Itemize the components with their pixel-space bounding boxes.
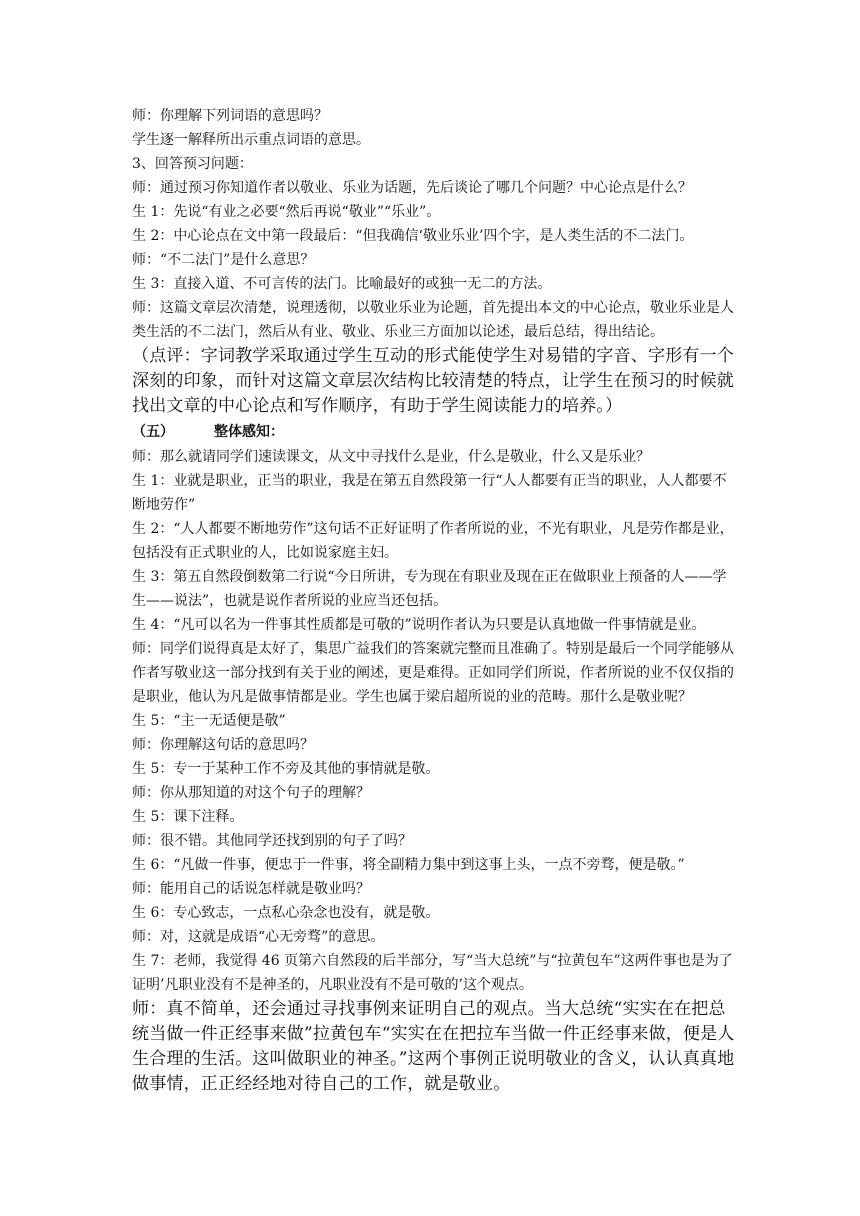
- paragraph: 学生逐一解释所出示重点词语的意思。: [132, 132, 370, 148]
- paragraph: 生 4：“凡可以名为一件事其性质都是可敬的”说明作者认为只要是认真地做一件事情就是业。: [132, 617, 706, 633]
- paragraph: 师：你理解这句话的意思吗？: [132, 737, 314, 753]
- paragraph: 生 5：专一于某种工作不旁及其他的事情就是敬。: [132, 761, 440, 777]
- commentary-paragraph: （点评：字词教学采取通过学生互动的形式能使学生对易错的字音、字形有一个深刻的印象，而针对这篇文章层次结构比较清楚的特点，让学生在预习的时候就找出文章的中心论点和写作顺序，有助于学生阅读能力的培养。）: [132, 346, 734, 416]
- paragraph: 师：很不错。其他同学还找到别的句子了吗？: [132, 833, 412, 849]
- paragraph: 师：你从那知道的对这个句子的理解？: [132, 785, 370, 801]
- paragraph: 师：同学们说得真是太好了，集思广益我们的答案就完整而且准确了。特别是最后一个同学能够从作者写敬业这一部分找到有关于业的阐述，更是难得。正如同学们所说，作者所说的业不仅仅指的是职业，他认为凡是做事情都是业。学生也属于梁启超所说的业的范畴。那什么是敬业呢？: [132, 641, 734, 705]
- paragraph: 师：你理解下列词语的意思吗？: [132, 108, 328, 124]
- section-title: 整体感知：: [214, 424, 284, 440]
- paragraph: 3、回答预习问题：: [132, 156, 253, 172]
- paragraph: 师：这篇文章层次清楚，说理透彻，以敬业乐业为论题，首先提出本文的中心论点，敬业乐业是人类生活的不二法门，然后从有业、敬业、乐业三方面加以论述，最后总结，得出结论。: [132, 300, 734, 340]
- paragraph: 师：那么就请同学们速读课文，从文中寻找什么是业，什么是敬业，什么又是乐业？: [132, 449, 650, 465]
- paragraph: 生 1：业就是职业，正当的职业，我是在第五自然段第一行“人人都要有正当的职业，人人都要不断地劳作”: [132, 473, 727, 513]
- section-number: （五）: [132, 424, 174, 440]
- paragraph: 生 7：老师，我觉得 46 页第六自然段的后半部分，写“当大总统”与“拉黄包车”这两件事也是为了证明’凡职业没有不是神圣的，凡职业没有不是可敬的’这个观点。: [132, 953, 733, 993]
- paragraph: 生 3：直接入道、不可言传的法门。比喻最好的或独一无二的方法。: [132, 276, 552, 292]
- paragraph: 生 3：第五自然段倒数第二行说“今日所讲，专为现在有职业及现在正在做职业上预备的人——学生——说法”，也就是说作者所说的业应当还包括。: [132, 569, 727, 609]
- paragraph: 生 6：专心致志，一点私心杂念也没有，就是敬。: [132, 905, 440, 921]
- section-heading: [132, 419, 738, 445]
- paragraph: 生 5：“主一无适便是敬”: [132, 713, 286, 729]
- paragraph: 师：能用自己的话说怎样就是敬业吗？: [132, 881, 370, 897]
- paragraph: 师：“不二法门”是什么意思？: [132, 252, 315, 268]
- paragraph: 生 6：“凡做一件事，便忠于一件事，将全副精力集中到这事上头，一点不旁骛，便是敬。”: [132, 857, 685, 873]
- paragraph: 师：对，这就是成语“心无旁骛”的意思。: [132, 929, 385, 945]
- closing-paragraph: 师：真不简单，还会通过寻找事例来证明自己的观点。当大总统“实实在在把总统当做一件正经事来做”拉黄包车“实实在在把拉车当做一件正经事来做，便是人生合理的生活。这叫做职业的神圣。”这两个事例正说明敬业的含义，认认真真地做事情，正正经经地对待自己的工作，就是敬业。: [132, 999, 735, 1094]
- paragraph: 生 5：课下注释。: [132, 809, 244, 825]
- paragraph: 生 2：“人人都要不断地劳作”这句话不正好证明了作者所说的业，不光有职业，凡是劳作都是业，包括没有正式职业的人，比如说家庭主妇。: [132, 521, 734, 561]
- paragraph: 生 1：先说“有业之必要“然后再说“敬业”“乐业”。: [132, 204, 441, 220]
- document-page: [132, 104, 738, 1097]
- paragraph: 生 2：中心论点在文中第一段最后：“但我确信‘敬业乐业’四个字，是人类生活的不二法门。: [132, 228, 694, 244]
- paragraph: 师：通过预习你知道作者以敬业、乐业为话题，先后谈论了哪几个问题？中心论点是什么？: [132, 180, 692, 196]
